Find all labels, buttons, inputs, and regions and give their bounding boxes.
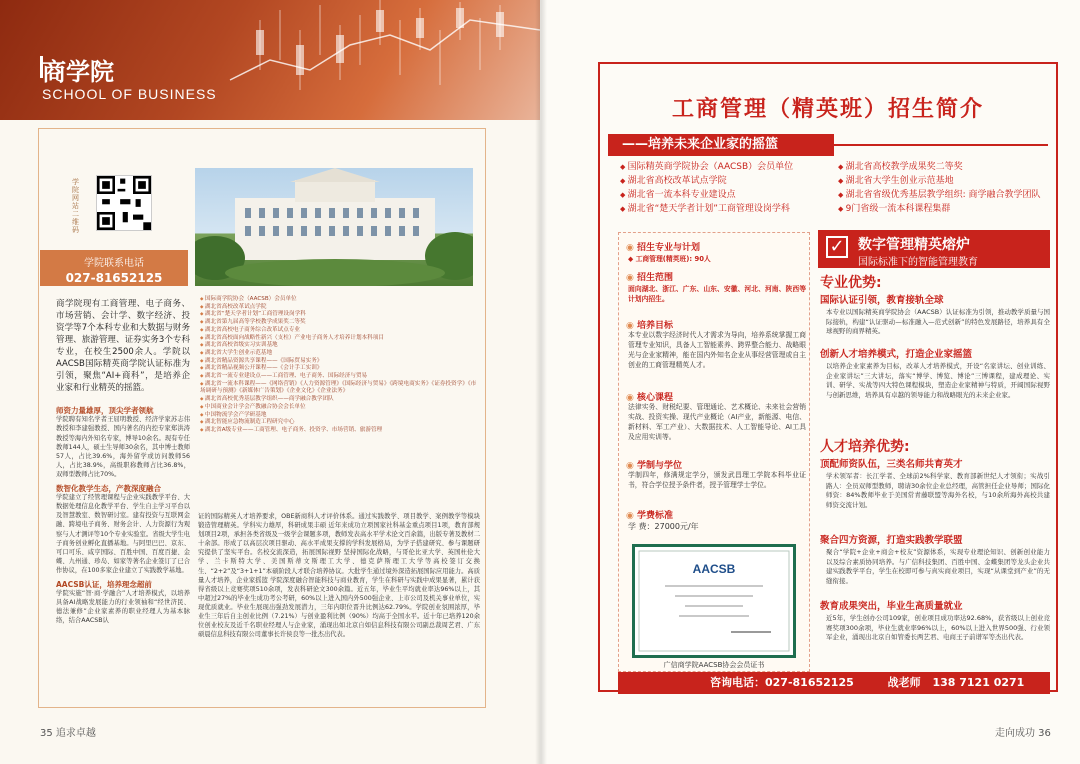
talent-title: 教育成果突出，毕业生高质量就业 xyxy=(820,601,963,612)
teacher-label: 战老师 xyxy=(887,676,921,689)
honor-item: ◆ 湖北省省级优秀基层教学组织: 商学融合教学团队 xyxy=(838,188,1050,202)
talent-title: 顶配师资队伍，三类名师共育英才 xyxy=(820,459,963,470)
section-heading: AACSB认证，培养理念超前 xyxy=(56,579,152,589)
honor-item: ◆ 湖北省高校电子商务综合改革试点专业 xyxy=(200,327,480,335)
talent-text: 学术领军者：长江学者、全球前2%科学家、教育部新世纪人才领衔；实战引路人：全员双师型教师，聘请30余位企业总经理，高管担任企业导师；国际化师资：84%教师毕业于美国常青藤联盟等海外名校，与10余所海外高校共建师资交流计划。 xyxy=(826,472,1050,509)
page-number-right: 走向成功 36 xyxy=(995,728,1051,739)
plan-item: ◆ 工商管理(精英班): 90人 xyxy=(628,255,711,263)
honor-item: ◆ 湖北省大学生创业示范基地 xyxy=(838,174,1050,188)
honor-item: ◆ 湖北省高校优秀基层教学组织——商学融合教学团队 xyxy=(200,396,480,404)
range-text: 面向湖北、浙江、广东、山东、安徽、河北、河南、陕西等计划内招生。 xyxy=(628,285,806,303)
honor-item: ◆ 湖北省精品资源共享课程——《国际贸易实务》 xyxy=(200,358,480,366)
honors-list xyxy=(200,296,480,435)
fee-heading: ◉ 学费标准 xyxy=(626,508,673,521)
honor-item: ◆ 中国物流学会产学研基地 xyxy=(200,412,480,420)
range-heading: ◉ 招生范围 xyxy=(626,270,673,283)
honor-item: ◆ 湖北省精品视频公开课程——《会计手工实训》 xyxy=(200,365,480,373)
contact-label: 学院联系电话 xyxy=(84,258,144,269)
aacsb-certificate-image xyxy=(632,544,796,658)
right-page xyxy=(540,0,1080,764)
honor-item: ◆ 中国商业会计学会产教融合协会会长单位 xyxy=(200,404,480,412)
brochure-title: 工商管理（精英班）招生简介 xyxy=(671,97,984,122)
honor-item: ◆ 湖北省一流本科课程——《网络营销》《人力资源管理》《国际经济与贸易》《跨境电商实务》《证券投资学》《市场调研与预测》《新媒体广告策划》《企业文化》《企业法务》 xyxy=(200,381,480,396)
contact-phone: 027-81652125 xyxy=(65,271,163,285)
page-number-left: 35 追求卓越 xyxy=(40,728,96,739)
section-heading: 师资力量雄厚，顶尖学者领航 xyxy=(56,406,154,415)
teacher-phone: 138 7121 0271 xyxy=(932,676,1025,689)
cert-brand: AACSB xyxy=(692,562,736,576)
left-sections xyxy=(56,402,190,626)
honor-item: ◆ 湖北省高校面向战略性新兴（支柱）产业电子商务人才培养计划本科项目 xyxy=(200,335,480,343)
honor-item: ◆ 湖北省大学生创业示范基地 xyxy=(200,350,480,358)
courses-text: 法律实务、财税纪要、管理通论、艺术概论、未来社会营销实战、投资实操、现代产业概论（AI产业，新能源、电信、新材料、军工产业）、大数据技术、人工智能导论、AI工具及应用实训等。 xyxy=(628,403,806,441)
dm-title: 数字管理精英熔炉 xyxy=(858,237,970,253)
honor-item: ◆ 国际商学院协会（AACSB）会员单位 xyxy=(200,296,480,304)
brochure-subtitle: ——培养未来企业家的摇篮 xyxy=(608,134,834,156)
page-subtitle: SCHOOL OF BUSINESS xyxy=(42,86,217,102)
advantage-heading: 专业优势: xyxy=(820,275,882,291)
honor-item: ◆ 湖北省第九届高等学校教学成果奖二等奖 xyxy=(200,319,480,327)
courses-heading: ◉ 核心课程 xyxy=(626,390,673,403)
school-intro: 商学院现有工商管理、电子商务、市场营销、会计学、数字经济、投资学等7个本科专业和大数据与财务管理、旅游管理、证券实务3个专科专业，在校生2500余人。学院以AACSB国际精英商学院认证标准为引领，聚焦“AI+商科”，是培养企业家和行业精英的摇篮。 xyxy=(56,299,190,393)
spine-shadow xyxy=(535,0,547,764)
honor-item: ◆ 湖北省A级专业——工商管理、电子商务、投资学、市场营销、旅游管理 xyxy=(200,427,480,435)
fee-text: 学 费：27000元/年 xyxy=(628,522,699,531)
honor-item: ◆ 湖北省一流专业建设点——工商管理、电子商务、国际经济与贸易 xyxy=(200,373,480,381)
phone-label: 咨询电话： xyxy=(710,676,765,689)
talent-text: 近5年，学生创办公司109家，创业项目成功率达92.68%，获省级以上创业竞赛奖项300余项，毕业生就业率96%以上，60%以上进入世界500强、行业领军企业，涌现出北京自如管委长两艺君、电商王子前谱军等杰出代表。 xyxy=(826,614,1050,642)
advantage-text: 本专业以国际精英商学院协会（AACSB）认证标准为引领，推动教学质量与国际接轨，构建“认证驱动—标准融入—范式创新”的特色发展路径，培养具有全球视野的商界精英。 xyxy=(826,308,1050,336)
dm-subtitle: 国际标准下的智能管理教育 xyxy=(858,257,978,268)
years-heading: ◉ 学制与学位 xyxy=(626,458,682,471)
honor-item: ◆ 9门省级一流本科课程集群 xyxy=(838,202,1050,216)
consult-phone: 027-81652125 xyxy=(765,676,854,689)
subtitle-rule xyxy=(834,144,1048,146)
consult-bar xyxy=(618,672,1050,694)
plan-heading: ◉ 招生专业与计划 xyxy=(626,240,700,253)
talent-text: 聚合“学院+企业+商会+校友”资源体系，实现专业理论知识、创新创业能力以及综合素质协同培养。与广信科技集团、百胜中国、金蝶集团等龙头企业共建实践教学平台，学生在校即可参与真实商业项目，实现“从课堂到产业”的无缝衔接。 xyxy=(826,548,1050,585)
page-title: 商学院 xyxy=(42,57,114,86)
honor-item: ◆ 湖北省高校省级实习实训基地 xyxy=(200,342,480,350)
section-text: 学院建立了经管理课程与企业实践教学平台、大数据处理信息化教学平台、学生自主学习平台以及智慧教室、数智研讨室。建有投资与互联网金融、跨境电子商务、财务会计、人力资源行为观察与人才测评等10个专业实验室。省级大学生电子商务创业孵化直播基地。与阿里巴巴、京东、可口可乐、咸亨国际、百胜中国、百度百捷、金蝶、九州通、珍岛、如家等著名企业签订了已合作协议，在100多家企业建立了实践教学基地。 xyxy=(56,493,190,575)
qr-code-icon xyxy=(96,175,152,231)
section-heading: 数智化教学生态，产教深度融合 xyxy=(56,483,161,493)
checkmark-icon: ✓ xyxy=(826,236,848,258)
goal-heading: ◉ 培养目标 xyxy=(626,318,673,331)
honor-item: ◆ 湖北省高校改革试点学院 xyxy=(620,174,835,188)
talent-title: 聚合四方资源，打造实践教学联盟 xyxy=(820,535,963,546)
honor-item: ◆ 湖北省高校教学成果奖二等奖 xyxy=(838,160,1050,174)
advantage-text: 以培养企业家素养为目标，改革人才培养模式，开设“名家讲坛、创业训练、企业家讲坛”三大讲坛，落实“博学、博览、博论”三博课程，建成理论、实训、研学、实战等四大特色课程模块，塑造企业家精神与特质，开阔国际视野与创新思维，培养具有卓越的领导能力和战略眼光的未来企业家。 xyxy=(826,362,1050,399)
advantage-title: 创新人才培养模式，打造企业家摇篮 xyxy=(820,349,973,360)
years-text: 学制四年，修满规定学分，颁发武昌理工学院本科毕业证书，符合学位授予条件者，授予管理学士学位。 xyxy=(628,471,806,489)
qr-label: 学院网站二维码 xyxy=(72,178,79,234)
talent-heading: 人才培养优势: xyxy=(820,439,910,455)
contact-phone-box xyxy=(40,250,188,286)
section-text: 学院聘有知名学者王屈明教授、经济学家苏志伟教授和李建强教授、国内著名的内控专家郑洪涛教授等海内外知名专家，博导10余名。现有专任教师144人，硕士生导师30余名，其中博士教师57人，占比39.6%，海外留学或访问教师56人，占比38.9%，高级职称教师占比36.8%，双师型教师占比70%。 xyxy=(56,416,190,479)
advantage-title: 国际认证引领，教育接轨全球 xyxy=(820,295,944,306)
goal-text: 本专业以数字经济时代人才需求为导向，培养系统掌握工商管理专业知识，具备人工智能素养、跨界整合能力、战略眼光与企业家精神，能在国内外知名企业从事经营管理或自主创业的工商管理精英人才。 xyxy=(628,331,806,369)
honor-item: ◆ 国际精英商学院协会（AACSB）会员单位 xyxy=(620,160,835,174)
section-text: 学院实施“智·商·学融合”人才培养模式，以培养具备AI战略发展能力的行业领袖和“经世济民、德法兼修”企业家素养的职业经理人为基本脉络，结合AACSB认 xyxy=(56,589,190,625)
campus-building-photo xyxy=(195,168,473,286)
honor-item: ◆ 湖北省“楚天学者计划”工商管理设岗学科 xyxy=(200,311,480,319)
honor-item: ◆ 湖北省一流本科专业建设点 xyxy=(620,188,835,202)
honor-item: ◆ 湖北省高校改革试点学院 xyxy=(200,304,480,312)
certificate-caption: 广信商学院AACSB协会会员证书 xyxy=(663,661,765,669)
honor-item: ◆ 湖北省“楚天学者计划”工商管理设岗学科 xyxy=(620,202,835,216)
honor-item: ◆ 湖北智能应急物流制造工程研究中心 xyxy=(200,419,480,427)
continued-text: 证的国际精英人才培养要求，OBE新商科人才评价体系。通过实践教学、项目教学、案例教学等模块锻造管理精英。学科实力雄厚，科研成果丰硕 近年来成功立项国家社科基金重点项目1项，教育部规划项目2项，承担各类省级及一级学会课题多项，教师发表高水平学术论文百余篇，出版专著及教材二十余部。形成了以高层次项目驱动、高水平成果支撑的学科发展格局，为学子搭建研究、参与课题研究提供了坚实平台。名校交流深造，拓展国际视野 坚持国际化战略，与哥伦比亚大学、英国杜伦大学、兰卡斯特大学、美国斯蒂文斯理工大学、德克萨斯理工大学等高校签订交换生、“2+2”及“3+1+1”本硕阶段人才联合培养协议。大批学生通过境外深造拓展国际应用能力。高质量人才培养，企业家摇篮 学院深度融合智能科技与商业教育，学生在科研与实践中成果显著，累计获得省级以上竞赛奖项510余项，发表科研论文300余篇。近五年，毕业生平均就业率达96%以上，其中超过27%的毕业生成功考公考研，60%以上进入国内外500强企业、上市公司及机关事业单位，实现优质就业。毕业生展现出强劲发展潜力，三年内职位晋升比例达62.79%。学院创业氛围浓厚，毕业生三年后自主创业比例（7.21%）与创业盈利比例（90%）均高于全国水平。近十年已培养120余位创业校友及近千名职业经理人与企业家，涌现出如北京自如信息科技有限公司副总裁周艺君、广东硕晨信息科技有限公司董事长许侯良等一批杰出代表。 xyxy=(198,513,480,639)
